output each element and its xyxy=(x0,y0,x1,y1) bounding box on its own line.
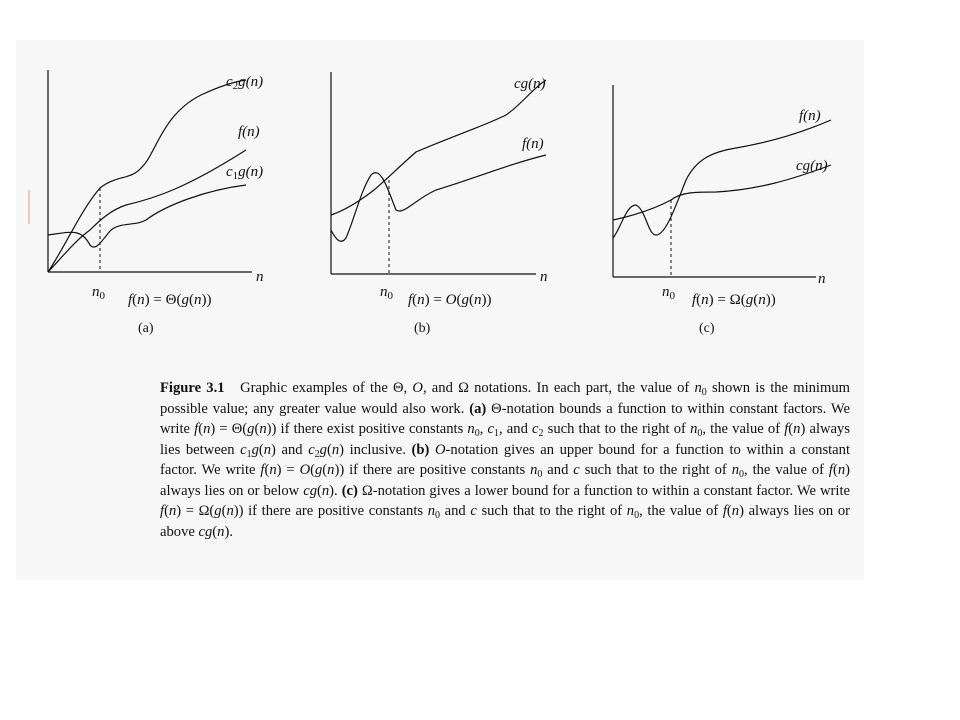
caption-segment: ( xyxy=(326,441,332,458)
caption-segment: such that to the right of xyxy=(476,503,627,519)
caption-segment: f xyxy=(260,462,265,478)
caption-segment: ( xyxy=(164,503,169,519)
caption-segment: 0 xyxy=(697,428,703,439)
caption-segment: , xyxy=(479,421,488,437)
panel-letter: (c) xyxy=(699,321,715,336)
caption-segment: 1 xyxy=(494,428,499,439)
panel-letter: (b) xyxy=(414,321,431,336)
caption-segment: ) = Θ( xyxy=(210,421,248,437)
caption-segment: ( xyxy=(258,441,264,458)
caption-segment: ). xyxy=(329,482,342,499)
caption-segment: )) if there are positive constants xyxy=(233,503,428,519)
caption-segment: 2 xyxy=(314,448,320,460)
caption-segment: (c) xyxy=(341,482,358,499)
caption-segment: ) = Ω( xyxy=(176,503,215,519)
figure-caption xyxy=(160,378,850,542)
caption-segment: c xyxy=(573,462,580,478)
caption-segment: , the value of xyxy=(702,421,785,437)
n0-label: $n_0$ xyxy=(92,284,105,302)
curve-c2gn xyxy=(48,80,246,272)
caption-segment: g xyxy=(251,441,259,458)
caption-segment: f xyxy=(828,462,833,478)
curve-label: cg(n) xyxy=(514,76,546,92)
x-axis-label: n xyxy=(256,269,264,285)
panel-b xyxy=(331,72,548,336)
caption-segment: n xyxy=(837,462,846,478)
caption-segment: 0 xyxy=(435,510,440,521)
curve-label: $c_2g(n)$ xyxy=(226,74,264,92)
caption-segment: ) always lies on or above xyxy=(160,503,851,540)
caption-segment: c xyxy=(532,421,539,437)
caption-segment: -notation gives an upper bound for a function to within a constant factor. We write xyxy=(160,441,851,478)
caption-segment: n xyxy=(694,380,702,396)
caption-segment: 1 xyxy=(246,448,252,460)
caption-segment: ( xyxy=(221,503,227,519)
caption-segment: ( xyxy=(212,523,218,540)
caption-segment: ) inclusive. xyxy=(339,441,412,458)
caption-segment: 2 xyxy=(538,428,544,439)
curve-cgn xyxy=(331,80,546,215)
caption-segment: n xyxy=(731,462,740,478)
caption-segment: n xyxy=(731,503,740,519)
caption-segment: ( xyxy=(322,462,328,478)
caption-segment: ( xyxy=(254,421,260,437)
caption-segment: ) always lies on or below xyxy=(160,462,851,499)
caption-segment: )) if there are positive constants xyxy=(334,462,531,478)
caption-segment: and xyxy=(440,503,471,519)
caption-segment: g xyxy=(315,462,323,478)
caption-segment: n xyxy=(331,441,340,458)
caption-segment: g xyxy=(247,421,255,437)
caption-segment: such that to the right of xyxy=(543,421,691,437)
caption-segment: , and Ω notations. In each part, the value of xyxy=(422,380,695,396)
panel-letter: (a) xyxy=(138,321,154,336)
caption-segment: Graphic examples of the Θ, xyxy=(240,380,413,396)
caption-segment: ( xyxy=(788,421,794,437)
caption-segment: ) = xyxy=(276,462,300,478)
caption-segment: n xyxy=(263,441,272,458)
caption-segment: n xyxy=(327,462,335,478)
caption-segment: 0 xyxy=(701,387,707,398)
caption-segment: f xyxy=(160,503,165,519)
notation-equation: f(n) = Ω(g(n)) xyxy=(692,292,776,308)
caption-segment: n xyxy=(321,482,330,499)
x-axis-label: n xyxy=(540,269,548,285)
caption-segment: c xyxy=(240,441,247,458)
caption-segment: f xyxy=(784,421,789,437)
caption-segment: , the value of xyxy=(744,462,829,478)
caption-segment: n xyxy=(203,421,211,437)
caption-paragraph xyxy=(160,378,850,542)
curve-c1gn xyxy=(48,185,246,247)
caption-segment: ( xyxy=(198,421,204,437)
curve-label: cg(n) xyxy=(796,158,828,174)
curve-fn xyxy=(613,120,831,238)
caption-segment: ( xyxy=(832,462,838,478)
caption-segment: ) and xyxy=(271,441,309,458)
caption-segment: cg xyxy=(198,523,213,540)
caption-segment: cg xyxy=(303,482,317,499)
caption-segment: n xyxy=(690,421,698,437)
caption-segment: n xyxy=(226,503,234,519)
caption-segment: (b) xyxy=(411,441,430,458)
caption-segment: shown is the minimum possible value; any greater value would also work. xyxy=(160,380,850,417)
caption-segment: 0 xyxy=(474,428,480,439)
n0-label: $n_0$ xyxy=(380,284,393,302)
notation-figures xyxy=(16,40,864,380)
caption-segment: ( xyxy=(264,462,270,478)
panel-a xyxy=(48,70,264,336)
caption-segment: O xyxy=(299,462,311,478)
caption-segment: 0 xyxy=(537,469,543,480)
curve-label: f(n) xyxy=(238,124,260,140)
caption-segment: and xyxy=(542,462,574,478)
x-axis-label: n xyxy=(818,271,826,287)
notation-equation: f(n) = Θ(g(n)) xyxy=(128,292,212,308)
caption-segment: ). xyxy=(224,523,233,540)
caption-segment: n xyxy=(530,462,538,478)
curve-fn xyxy=(48,150,246,272)
n0-label: $n_0$ xyxy=(662,284,675,302)
caption-segment: O xyxy=(435,441,446,458)
caption-figure-label: Figure 3.1 xyxy=(160,380,225,396)
caption-segment: n xyxy=(217,523,225,540)
caption-segment: n xyxy=(168,503,177,519)
caption-segment: n xyxy=(269,462,277,478)
caption-segment: , and xyxy=(499,421,533,437)
caption-segment: f xyxy=(194,421,199,437)
curve-label: $c_1g(n)$ xyxy=(226,164,264,182)
curve-label: f(n) xyxy=(799,108,821,124)
caption-segment: )) if there exist positive constants xyxy=(266,421,468,437)
caption-segment: , the value of xyxy=(639,503,723,519)
notation-equation: f(n) = O(g(n)) xyxy=(408,292,492,308)
panel-c xyxy=(613,85,831,336)
curve-label: f(n) xyxy=(522,136,544,152)
caption-segment: ( xyxy=(726,503,732,519)
caption-segment: ) always lies between xyxy=(160,421,850,458)
caption-segment: c xyxy=(487,421,494,437)
caption-body xyxy=(160,380,850,540)
caption-segment: g xyxy=(214,503,222,519)
caption-segment: n xyxy=(467,421,475,437)
caption-segment: n xyxy=(427,503,435,519)
caption-segment: g xyxy=(319,441,327,458)
caption-segment: ( xyxy=(310,462,315,478)
caption-segment: c xyxy=(470,503,477,519)
caption-segment: Ω-notation gives a lower bound for a function to within a constant factor. We write xyxy=(357,482,850,499)
caption-segment: n xyxy=(793,421,801,437)
caption-segment: ( xyxy=(317,482,322,499)
caption-segment: Θ-notation bounds a function to within constant factors. We write xyxy=(160,400,851,437)
caption-segment: c xyxy=(308,441,315,458)
caption-segment: f xyxy=(722,503,727,519)
caption-segment: (a) xyxy=(469,400,487,417)
caption-segment: such that to the right of xyxy=(579,462,732,478)
caption-segment: 0 xyxy=(739,469,745,480)
scanned-figure xyxy=(16,40,864,580)
caption-segment: n xyxy=(259,421,267,437)
caption-segment: O xyxy=(412,380,423,396)
caption-segment: 0 xyxy=(634,510,640,521)
caption-segment: n xyxy=(626,503,635,519)
